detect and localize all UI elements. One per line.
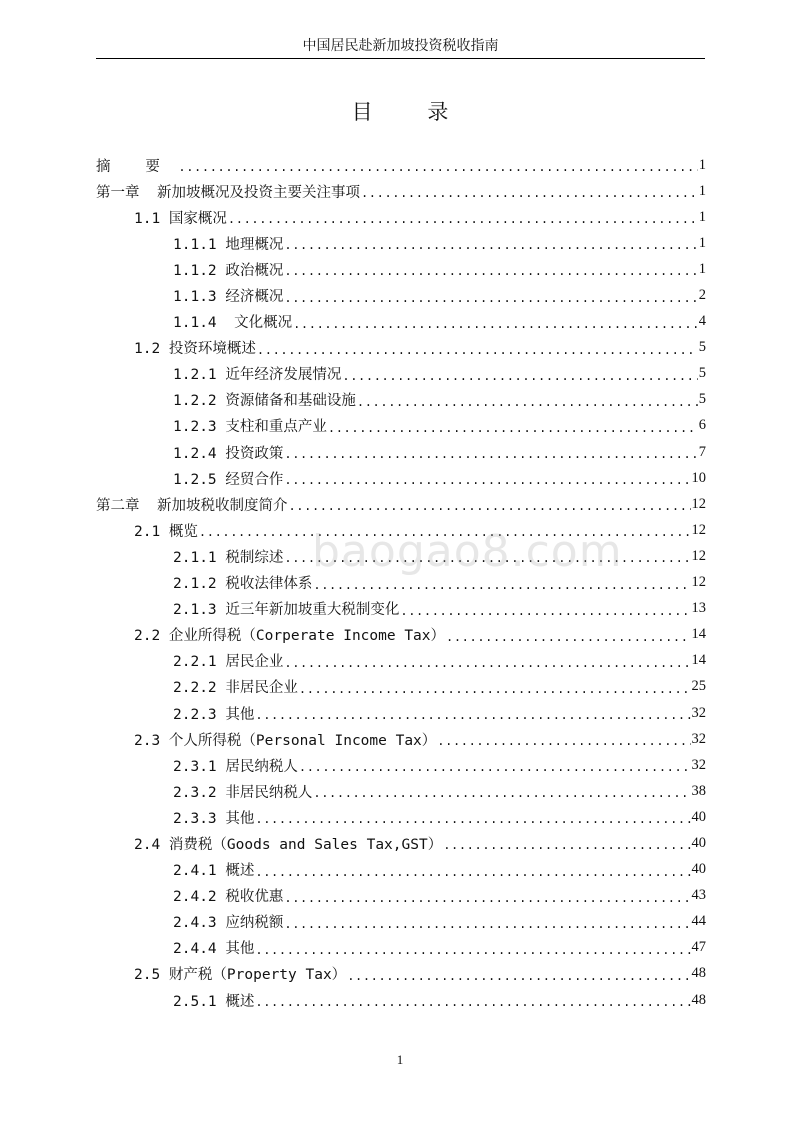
toc-leader-dots (228, 212, 698, 226)
toc-entry-label: 2.3.3 其他 (173, 810, 255, 827)
toc-entry-label: 2.4.1 概述 (173, 863, 255, 880)
toc-entry-page: 7 (698, 443, 706, 460)
toc-entry-page: 32 (691, 730, 706, 747)
toc-entry-label: 摘 要 (96, 158, 178, 175)
toc-entry-page: 25 (691, 678, 706, 695)
toc-entry-label: 第二章 新加坡税收制度简介 (96, 497, 288, 514)
toc-entry-label: 1.2.3 支柱和重点产业 (173, 419, 327, 436)
toc-entry[interactable] (96, 726, 706, 752)
toc-entry-label: 2.4.2 税收优惠 (173, 889, 284, 906)
header-rule (96, 58, 705, 59)
toc-entry-label: 1.2.5 经贸合作 (173, 471, 284, 488)
toc-entry[interactable] (96, 387, 706, 413)
toc-entry-label: 1.1 国家概况 (134, 210, 227, 227)
toc-entry-label: 1.2 投资环境概述 (134, 341, 256, 358)
toc-entry-page: 40 (691, 861, 706, 878)
toc-entry-page: 1 (698, 260, 706, 277)
toc-entry-page: 32 (691, 704, 706, 721)
toc-entry-page: 14 (691, 652, 706, 669)
toc-leader-dots (284, 551, 690, 565)
toc-entry-page: 1 (698, 156, 706, 173)
toc-entry[interactable] (96, 335, 706, 361)
toc-leader-dots (284, 264, 697, 278)
toc-entry-label: 1.1.1 地理概况 (173, 236, 284, 253)
toc-entry[interactable] (96, 778, 706, 804)
toc-entry-label: 2.2.3 其他 (173, 706, 255, 723)
page-title: 目 录 (351, 100, 473, 124)
toc-entry[interactable] (96, 596, 706, 622)
toc-entry[interactable] (96, 282, 706, 308)
toc-entry-label: 1.2.1 近年经济发展情况 (173, 367, 342, 384)
toc-entry-label: 2.4 消费税（Goods and Sales Tax,GST） (134, 836, 443, 853)
toc-entry-page: 44 (691, 913, 706, 930)
toc-entry-label: 2.3 个人所得税（Personal Income Tax） (134, 732, 437, 749)
toc-leader-dots (347, 969, 690, 983)
toc-entry-label: 第一章 新加坡概况及投资主要关注事项 (96, 184, 360, 201)
toc-entry[interactable] (96, 204, 706, 230)
toc-entry-page: 5 (698, 391, 706, 408)
toc-entry-label: 2.1.3 近三年新加坡重大税制变化 (173, 602, 400, 619)
toc-entry-label: 2.1.2 税收法律体系 (173, 576, 313, 593)
toc-entry[interactable] (96, 465, 706, 491)
toc-leader-dots (446, 630, 690, 644)
toc-entry[interactable] (96, 674, 706, 700)
toc-entry-page: 12 (691, 495, 706, 512)
toc-leader-dots (313, 786, 690, 800)
toc-leader-dots (178, 160, 697, 174)
toc-entry[interactable] (96, 883, 706, 909)
toc-entry-page: 4 (698, 313, 706, 330)
toc-leader-dots (255, 865, 690, 879)
toc-entry[interactable] (96, 361, 706, 387)
page-number: 1 (396, 1052, 404, 1067)
toc-entry[interactable] (96, 857, 706, 883)
toc-leader-dots (255, 708, 690, 722)
toc-entry-label: 2.1 概览 (134, 523, 198, 540)
toc-entry[interactable] (96, 804, 706, 830)
toc-entry-page: 43 (691, 887, 706, 904)
toc-entry-page: 47 (691, 939, 706, 956)
toc-entry-label: 2.3.2 非居民纳税人 (173, 784, 313, 801)
toc-entry[interactable] (96, 256, 706, 282)
toc-entry-page: 2 (698, 287, 706, 304)
toc-entry[interactable] (96, 543, 706, 569)
toc-leader-dots (255, 995, 690, 1009)
toc-entry-page: 12 (691, 521, 706, 538)
toc-entry[interactable] (96, 570, 706, 596)
toc-entry-page: 40 (691, 834, 706, 851)
watermark: baogao8.com (312, 526, 623, 577)
toc-entry-page: 13 (691, 600, 706, 617)
toc-entry[interactable] (96, 439, 706, 465)
toc-entry[interactable] (96, 178, 706, 204)
table-of-contents (96, 152, 706, 1013)
toc-entry[interactable] (96, 935, 706, 961)
toc-entry[interactable] (96, 152, 706, 178)
toc-leader-dots (255, 943, 690, 957)
toc-entry-page: 10 (691, 469, 706, 486)
toc-leader-dots (288, 499, 690, 513)
toc-entry-page: 48 (691, 965, 706, 982)
toc-leader-dots (400, 604, 690, 618)
toc-leader-dots (284, 656, 690, 670)
toc-entry-label: 2.2.1 居民企业 (173, 654, 284, 671)
running-header: 中国居民赴新加坡投资税收指南 (302, 38, 499, 54)
toc-entry-page: 48 (691, 991, 706, 1008)
toc-leader-dots (299, 682, 691, 696)
toc-entry[interactable] (96, 700, 706, 726)
toc-entry[interactable] (96, 830, 706, 856)
toc-entry-page: 1 (698, 182, 706, 199)
toc-entry-label: 2.2 企业所得税（Corperate Income Tax） (134, 628, 446, 645)
toc-entry-page: 12 (691, 574, 706, 591)
toc-leader-dots (284, 291, 697, 305)
toc-leader-dots (342, 369, 697, 383)
toc-entry[interactable] (96, 309, 706, 335)
toc-entry[interactable] (96, 517, 706, 543)
toc-entry-page: 32 (691, 756, 706, 773)
toc-entry[interactable] (96, 622, 706, 648)
toc-entry[interactable] (96, 961, 706, 987)
toc-entry-label: 1.1.2 政治概况 (173, 262, 284, 279)
toc-leader-dots (293, 317, 698, 331)
toc-leader-dots (255, 812, 690, 826)
toc-entry[interactable] (96, 909, 706, 935)
toc-entry-label: 1.1.4 文化概况 (173, 315, 293, 332)
toc-entry-label: 2.2.2 非居民企业 (173, 680, 298, 697)
toc-entry-page: 1 (698, 234, 706, 251)
toc-leader-dots (284, 447, 697, 461)
toc-entry[interactable] (96, 413, 706, 439)
toc-leader-dots (284, 473, 690, 487)
toc-leader-dots (257, 343, 698, 357)
toc-entry-page: 14 (691, 626, 706, 643)
toc-entry-label: 2.1.1 税制综述 (173, 549, 284, 566)
toc-entry-label: 2.5 财产税（Property Tax） (134, 967, 347, 984)
toc-leader-dots (284, 917, 690, 931)
toc-leader-dots (357, 395, 698, 409)
toc-leader-dots (284, 238, 697, 252)
toc-entry-label: 2.5.1 概述 (173, 993, 255, 1010)
toc-leader-dots (437, 734, 690, 748)
toc-leader-dots (313, 578, 690, 592)
toc-entry-label: 2.3.1 居民纳税人 (173, 758, 298, 775)
toc-entry-page: 38 (691, 782, 706, 799)
toc-entry-label: 2.4.3 应纳税额 (173, 915, 284, 932)
toc-leader-dots (361, 186, 698, 200)
toc-entry[interactable] (96, 752, 706, 778)
toc-entry-page: 5 (698, 339, 706, 356)
toc-entry-label: 2.4.4 其他 (173, 941, 255, 958)
toc-leader-dots (284, 891, 690, 905)
toc-entry-page: 12 (691, 547, 706, 564)
toc-entry-page: 1 (698, 208, 706, 225)
toc-entry-page: 6 (698, 417, 706, 434)
toc-entry-label: 1.2.2 资源储备和基础设施 (173, 393, 356, 410)
toc-entry-page: 5 (698, 365, 706, 382)
toc-leader-dots (299, 760, 691, 774)
toc-entry-label: 1.2.4 投资政策 (173, 445, 284, 462)
toc-leader-dots (328, 421, 698, 435)
toc-leader-dots (199, 525, 691, 539)
toc-entry-label: 1.1.3 经济概况 (173, 289, 284, 306)
toc-entry[interactable] (96, 491, 706, 517)
toc-entry[interactable] (96, 230, 706, 256)
toc-leader-dots (443, 838, 690, 852)
toc-entry-page: 40 (691, 808, 706, 825)
toc-entry[interactable] (96, 648, 706, 674)
toc-entry[interactable] (96, 987, 706, 1013)
